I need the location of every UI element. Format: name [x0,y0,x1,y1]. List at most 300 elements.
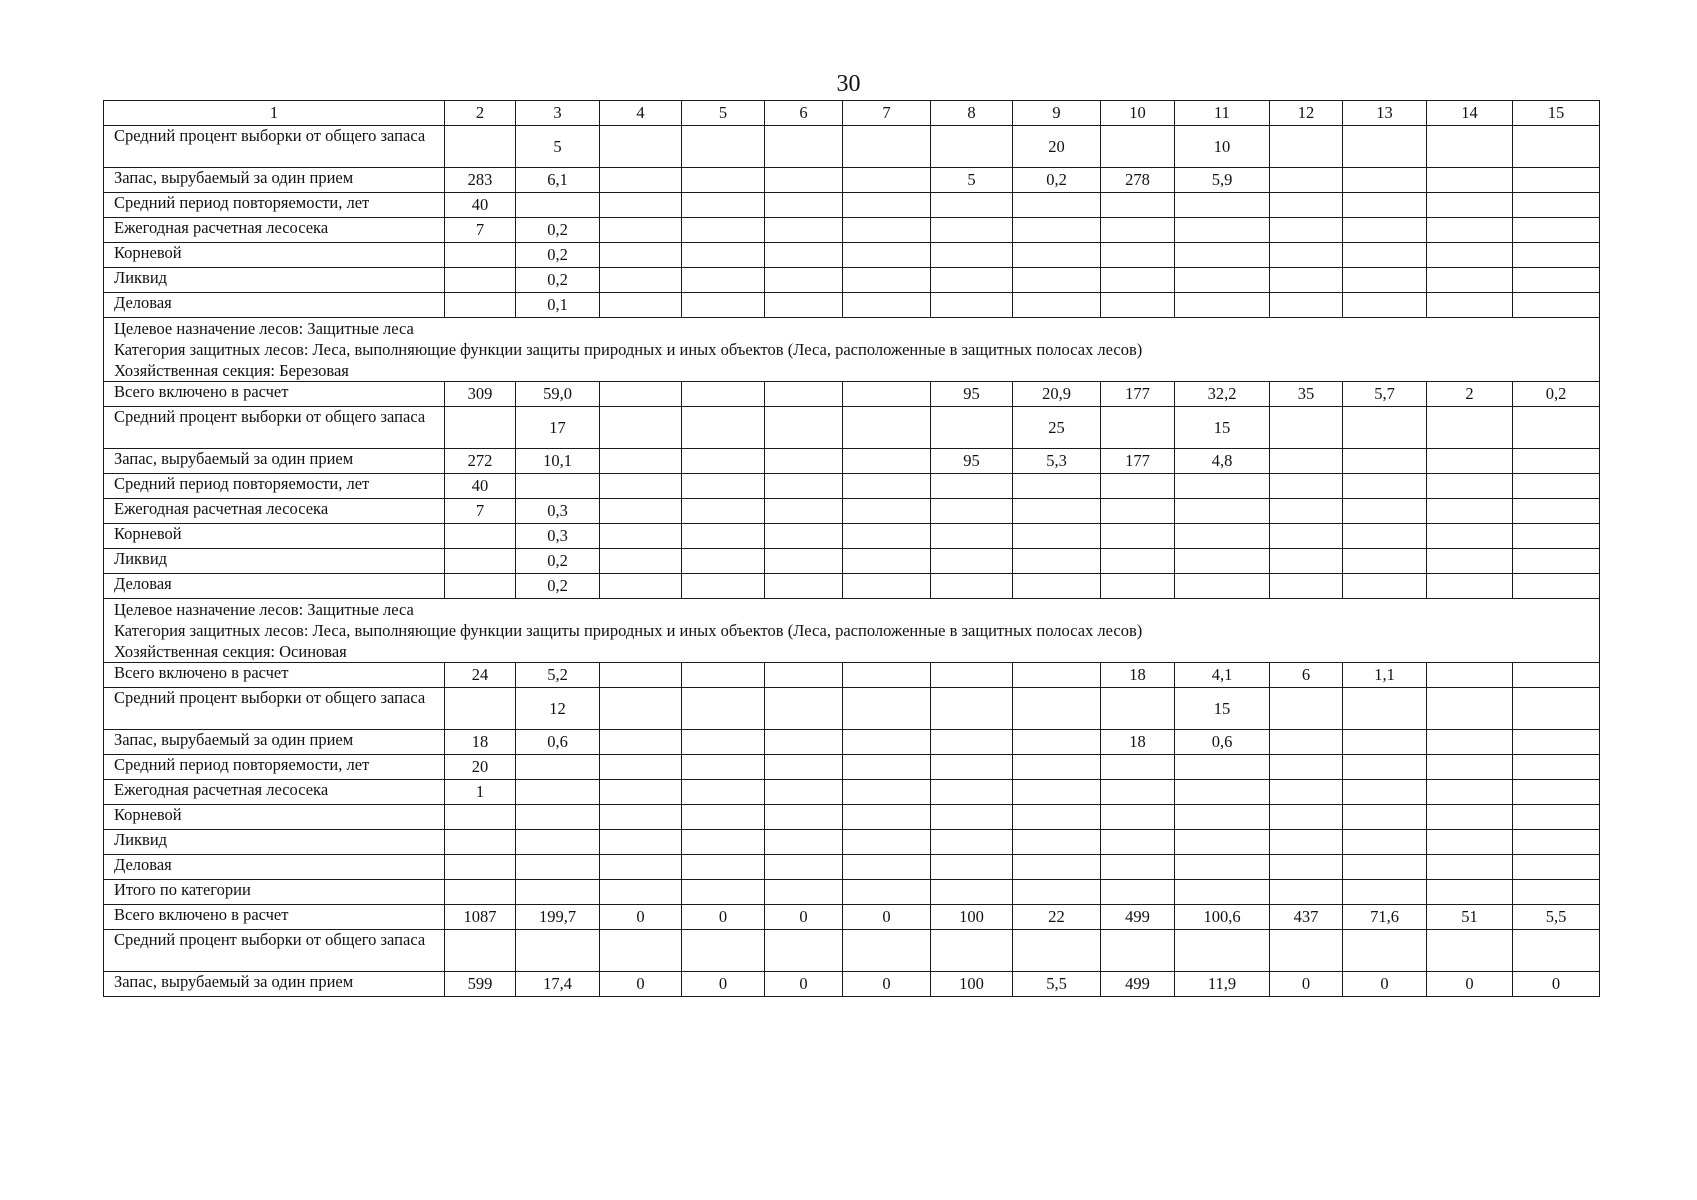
table-row [104,382,1600,407]
table-cell [1175,193,1270,218]
table-cell [1513,805,1600,830]
table-cell [931,293,1013,318]
table-cell: 499 [1101,905,1175,930]
table-cell [1270,755,1343,780]
table-cell [1513,193,1600,218]
column-number-header: 4 [600,101,682,126]
table-cell [682,293,765,318]
section-line: Целевое назначение лесов: Защитные леса [114,319,414,338]
table-cell [1270,293,1343,318]
table-cell: 2 [1427,382,1513,407]
table-row [104,218,1600,243]
table-cell [1513,574,1600,599]
table-cell [516,930,600,972]
table-cell: 0,2 [516,268,600,293]
table-cell [600,243,682,268]
table-cell [1013,755,1101,780]
table-cell [445,126,516,168]
table-cell [1101,499,1175,524]
table-cell [1175,243,1270,268]
table-cell [1513,780,1600,805]
table-cell: 177 [1101,382,1175,407]
table-cell [765,293,843,318]
table-cell [1013,218,1101,243]
table-cell: 177 [1101,449,1175,474]
table-cell [843,663,931,688]
table-cell [1513,268,1600,293]
table-cell [445,407,516,449]
table-cell [1513,524,1600,549]
table-cell [1343,293,1427,318]
table-row [104,243,1600,268]
table-cell [445,805,516,830]
table-cell [931,780,1013,805]
table-cell [765,730,843,755]
table-cell [1343,880,1427,905]
table-cell [682,382,765,407]
table-cell [1343,499,1427,524]
table-cell [931,407,1013,449]
table-row [104,755,1600,780]
table-cell [931,663,1013,688]
table-cell [765,780,843,805]
table-cell: 278 [1101,168,1175,193]
table-cell [1013,930,1101,972]
table-cell [1013,830,1101,855]
table-row [104,688,1600,730]
table-cell [682,218,765,243]
table-cell: 0 [765,972,843,997]
row-label: Запас, вырубаемый за один прием [104,168,445,193]
section-line: Категория защитных лесов: Леса, выполняющие функции защиты природных и иных объектов (Леса, расположенные в защитных полосах лесов) [114,340,1143,359]
table-cell: 0,1 [516,293,600,318]
table-cell [1175,549,1270,574]
row-label: Деловая [104,855,445,880]
table-body [104,101,1600,997]
table-cell [1513,688,1600,730]
table-cell [765,524,843,549]
table-cell [682,880,765,905]
table-cell [843,449,931,474]
table-cell [1175,574,1270,599]
table-cell [843,407,931,449]
table-cell: 599 [445,972,516,997]
table-cell [682,499,765,524]
table-cell [445,243,516,268]
table-cell [516,193,600,218]
row-label: Средний период повторяемости, лет [104,193,445,218]
table-cell [765,930,843,972]
row-label: Корневой [104,243,445,268]
table-cell [843,830,931,855]
table-cell [1013,663,1101,688]
table-cell [1270,880,1343,905]
column-number-header: 9 [1013,101,1101,126]
table-cell [600,805,682,830]
row-label: Средний процент выборки от общего запаса [104,688,445,730]
table-row [104,930,1600,972]
table-cell: 17,4 [516,972,600,997]
table-cell: 0 [1270,972,1343,997]
table-cell: 6 [1270,663,1343,688]
table-cell [1101,780,1175,805]
table-cell [445,930,516,972]
table-cell [682,780,765,805]
row-label: Средний период повторяемости, лет [104,474,445,499]
table-cell [516,855,600,880]
table-cell [1343,268,1427,293]
table-cell [600,293,682,318]
table-cell [445,855,516,880]
table-cell: 5 [516,126,600,168]
table-header-row [104,101,1600,126]
row-label: Запас, вырубаемый за один прием [104,972,445,997]
table-cell [516,805,600,830]
table-cell [843,126,931,168]
table-cell: 12 [516,688,600,730]
table-cell: 0 [765,905,843,930]
table-cell [1270,474,1343,499]
table-cell [1013,524,1101,549]
table-cell [600,780,682,805]
table-cell [1013,730,1101,755]
table-cell [600,549,682,574]
table-cell: 51 [1427,905,1513,930]
table-cell: 0 [1343,972,1427,997]
table-cell [1427,474,1513,499]
row-label: Всего включено в расчет [104,905,445,930]
table-cell [1270,193,1343,218]
table-cell [765,830,843,855]
table-cell [1427,549,1513,574]
table-cell [1427,168,1513,193]
table-cell [931,930,1013,972]
page-number: 30 [836,71,861,97]
column-number-header: 8 [931,101,1013,126]
table-cell [1513,930,1600,972]
table-cell: 0 [843,972,931,997]
table-cell [1013,574,1101,599]
table-cell [1101,805,1175,830]
table-cell [1427,524,1513,549]
table-cell [1013,268,1101,293]
table-cell [445,524,516,549]
table-cell: 24 [445,663,516,688]
table-cell [1101,930,1175,972]
table-cell [765,268,843,293]
table-cell [1513,830,1600,855]
table-cell [1513,218,1600,243]
table-cell [843,855,931,880]
table-cell [1513,855,1600,880]
table-cell: 100 [931,905,1013,930]
table-cell [931,193,1013,218]
table-cell: 18 [1101,730,1175,755]
table-cell [600,830,682,855]
table-cell: 5,3 [1013,449,1101,474]
table-cell [1101,293,1175,318]
table-cell [1175,268,1270,293]
table-cell [1343,755,1427,780]
table-cell: 11,9 [1175,972,1270,997]
table-cell [931,499,1013,524]
table-cell [1343,930,1427,972]
column-number-header: 14 [1427,101,1513,126]
table-cell [765,382,843,407]
table-cell [1343,193,1427,218]
table-cell: 0,2 [516,549,600,574]
table-cell [682,663,765,688]
row-label: Ежегодная расчетная лесосека [104,499,445,524]
table-row [104,407,1600,449]
table-cell [1270,168,1343,193]
table-cell [765,218,843,243]
column-number-header: 15 [1513,101,1600,126]
table-cell [765,688,843,730]
table-cell [1427,407,1513,449]
table-cell [1427,880,1513,905]
table-cell: 0,2 [516,574,600,599]
table-cell [1101,474,1175,499]
table-cell [1427,268,1513,293]
table-cell [600,499,682,524]
table-cell [682,449,765,474]
table-cell: 15 [1175,688,1270,730]
table-cell [765,574,843,599]
table-cell [600,663,682,688]
table-cell [1343,688,1427,730]
table-cell [1175,218,1270,243]
table-cell [682,574,765,599]
table-cell [1013,293,1101,318]
row-label: Всего включено в расчет [104,663,445,688]
row-label: Запас, вырубаемый за один прием [104,730,445,755]
table-row [104,855,1600,880]
row-label: Запас, вырубаемый за один прием [104,449,445,474]
table-cell: 17 [516,407,600,449]
table-cell [931,126,1013,168]
table-cell [843,243,931,268]
table-cell [843,880,931,905]
table-cell [1270,407,1343,449]
table-cell [843,293,931,318]
table-cell [931,243,1013,268]
table-cell [1013,474,1101,499]
table-cell [1427,193,1513,218]
row-label: Ликвид [104,549,445,574]
table-cell [600,730,682,755]
table-cell: 499 [1101,972,1175,997]
table-cell [765,193,843,218]
table-cell [1175,805,1270,830]
table-cell [600,755,682,780]
table-cell [1343,780,1427,805]
table-cell [1343,524,1427,549]
table-cell: 1 [445,780,516,805]
table-cell: 0,3 [516,499,600,524]
section-line: Категория защитных лесов: Леса, выполняющие функции защиты природных и иных объектов (Леса, расположенные в защитных полосах лесов) [114,621,1143,640]
table-row [104,549,1600,574]
table-cell [1343,855,1427,880]
table-cell [1270,243,1343,268]
table-cell [1513,499,1600,524]
table-cell [1343,549,1427,574]
table-cell: 7 [445,218,516,243]
table-cell [1013,855,1101,880]
table-cell: 15 [1175,407,1270,449]
table-cell [1175,499,1270,524]
table-cell [600,168,682,193]
table-cell: 100 [931,972,1013,997]
table-cell [1427,574,1513,599]
table-cell [1101,524,1175,549]
table-cell [843,549,931,574]
table-cell [931,474,1013,499]
forest-calculation-table [103,100,1600,997]
table-cell [1427,855,1513,880]
row-label: Средний процент выборки от общего запаса [104,930,445,972]
section-description [104,318,1600,382]
table-row [104,663,1600,688]
table-cell [682,524,765,549]
table-cell [1343,168,1427,193]
row-label: Деловая [104,574,445,599]
table-cell [1343,805,1427,830]
table-cell [765,880,843,905]
table-cell [765,243,843,268]
table-cell [445,880,516,905]
table-cell [1270,780,1343,805]
table-cell [1270,268,1343,293]
table-cell [1101,549,1175,574]
table-cell: 0 [843,905,931,930]
table-cell: 20 [445,755,516,780]
table-cell [600,930,682,972]
table-cell [765,549,843,574]
table-cell [1175,293,1270,318]
table-cell [931,218,1013,243]
table-cell [682,168,765,193]
table-cell [1343,474,1427,499]
table-cell [1427,499,1513,524]
table-cell: 20 [1013,126,1101,168]
table-cell [682,930,765,972]
table-cell [931,268,1013,293]
table-cell [600,449,682,474]
table-cell: 0,2 [1513,382,1600,407]
row-label: Ежегодная расчетная лесосека [104,780,445,805]
table-row [104,499,1600,524]
table-cell [1343,243,1427,268]
row-label: Средний процент выборки от общего запаса [104,126,445,168]
table-cell: 0 [600,905,682,930]
column-number-header: 13 [1343,101,1427,126]
table-cell [1101,218,1175,243]
table-cell: 0 [600,972,682,997]
table-row [104,574,1600,599]
table-cell [843,730,931,755]
table-cell [600,193,682,218]
table-cell [682,474,765,499]
table-cell [765,407,843,449]
table-cell [1343,407,1427,449]
table-cell [843,218,931,243]
table-cell [765,449,843,474]
table-row [104,168,1600,193]
table-cell [1013,243,1101,268]
table-cell [445,830,516,855]
table-cell: 20,9 [1013,382,1101,407]
table-cell [682,730,765,755]
table-cell: 95 [931,382,1013,407]
table-cell: 5,2 [516,663,600,688]
table-cell [1270,126,1343,168]
column-number-header: 10 [1101,101,1175,126]
table-cell [1513,407,1600,449]
table-cell [600,126,682,168]
table-cell [1101,243,1175,268]
table-cell [1175,830,1270,855]
table-cell [516,474,600,499]
table-cell [1343,730,1427,755]
table-row [104,730,1600,755]
table-cell [682,830,765,855]
column-number-header: 6 [765,101,843,126]
table-row [104,972,1600,997]
table-cell: 5,7 [1343,382,1427,407]
table-cell [1101,407,1175,449]
table-cell [1427,780,1513,805]
table-cell [516,830,600,855]
table-cell [1513,755,1600,780]
table-cell [600,218,682,243]
table-cell [931,830,1013,855]
table-cell [843,930,931,972]
table-cell [600,855,682,880]
table-cell [1270,688,1343,730]
table-cell: 309 [445,382,516,407]
table-cell: 1,1 [1343,663,1427,688]
table-cell [843,499,931,524]
table-cell [682,688,765,730]
table-cell [1427,830,1513,855]
table-cell: 5 [931,168,1013,193]
table-cell [1343,218,1427,243]
table-cell [1175,474,1270,499]
column-number-header: 11 [1175,101,1270,126]
table-cell [931,524,1013,549]
table-cell [1101,574,1175,599]
table-cell: 0 [682,972,765,997]
table-cell [1270,730,1343,755]
table-cell [445,268,516,293]
table-cell [516,780,600,805]
table-cell [1270,930,1343,972]
table-cell [600,382,682,407]
table-cell [765,663,843,688]
table-cell [1175,755,1270,780]
row-label: Корневой [104,524,445,549]
table-cell [1175,855,1270,880]
table-cell [1513,449,1600,474]
table-cell [682,755,765,780]
table-cell [1427,688,1513,730]
table-cell [843,805,931,830]
table-cell: 71,6 [1343,905,1427,930]
table-cell [843,193,931,218]
table-cell: 35 [1270,382,1343,407]
table-cell: 4,1 [1175,663,1270,688]
